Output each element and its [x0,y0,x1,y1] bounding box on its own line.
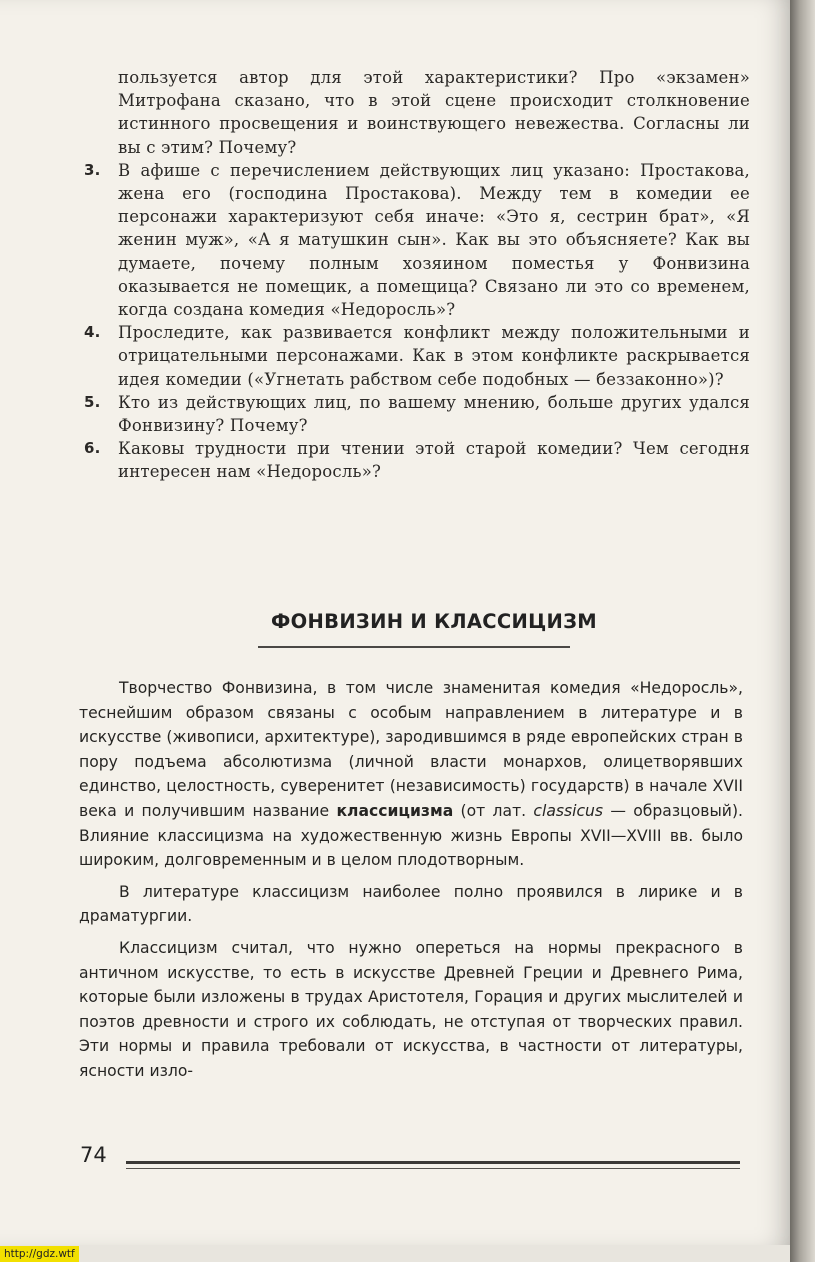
page-number: 74 [80,1143,107,1167]
watermark-label: http://gdz.wtf [0,1246,79,1262]
question-item-6 [84,437,750,483]
paragraph-2: В литературе классицизм наиболее полно проявился в лирике и в драматургии. [79,882,743,926]
section-title: ФОНВИЗИН И КЛАССИЦИЗМ [271,610,597,633]
question-number: 4. [84,323,101,342]
latin-term: classicus [533,801,604,820]
section-heading-wrap [118,610,750,637]
footer-rule-thin [126,1168,740,1169]
term-classicism: классицизма [336,801,454,820]
question-item-4 [84,321,750,391]
section-body [79,676,743,1091]
questions-block [84,66,750,484]
p1-text-end: — образцовый). Влияние классицизма на художественную жизнь Европы XVII—XVIII вв. было широким, долговременным и в целом плодотворным. [79,801,743,870]
question-text: Проследите, как развивается конфликт между положительными и отрицательными персонажами. Как в этом конфликте раскрывается идея комедии («Угнетать рабством себе подобных — беззаконно»)? [118,323,750,389]
scan-bottom-strip [0,1245,790,1262]
question-text: Кто из действующих лиц, по вашему мнению, больше других удался Фонвизину? Почему? [118,392,750,436]
footer-rule-thick [126,1161,740,1164]
paragraph-1 [79,676,743,873]
paragraph-3: Классицизм считал, что нужно опереться на нормы прекрасного в античном искусстве, то есть в искусстве Древней Греции и Древнего Рима, которые были изложены в трудах Аристотеля, Горация и других мыслителей и поэтов древности и строго их соблюдать, не отступая от творческих правил. Эти нормы и правила требовали от искусства, в частности от литературы, ясности изло- [79,938,743,1080]
question-number: 3. [84,160,101,179]
question-number: 6. [84,439,101,458]
question-text: Каковы трудности при чтении этой старой комедии? Чем сегодня интересен нам «Недоросль»? [118,439,750,482]
p1-text-mid: (от лат. [453,801,534,820]
p1-text-start: Творчество Фонвизина, в том числе знаменитая комедия «Недоросль», теснейшим образом связаны с особым направлением в литературе и в искусстве (живописи, архитектуре), зародившимся в ряде европейских стран в пору подъема абсолютизма (личной власти монархов, олицетворявших единство, целостность, суверенитет (независимость) государств) в начале XVII века и получившим название [79,679,743,820]
question-continuation: пользуется автор для этой характеристики? Про «экзамен» Митрофана сказано, что в этой сцене происходит столкновение истинного просвещения и воинствующего невежества. Согласны ли вы с этим? Почему? [118,68,750,157]
heading-underline [258,646,570,648]
question-item-5 [84,391,750,437]
question-number: 5. [84,392,101,411]
question-item-3 [84,159,750,321]
page-gutter [790,0,815,1262]
question-text: В афише с перечислением действующих лиц указано: Простакова, жена его (господина Простакова). Между тем в комедии ее персонажи характеризуют себя иначе: «Это я, сестрин брат», «Я женин муж», «А я матушкин сын». Как вы это объясняете? Как вы думаете, почему полным хозяином поместья у Фонвизина оказывается не помещик, а помещица? Связано ли это со временем, когда создана комедия «Недоросль»? [118,160,750,320]
